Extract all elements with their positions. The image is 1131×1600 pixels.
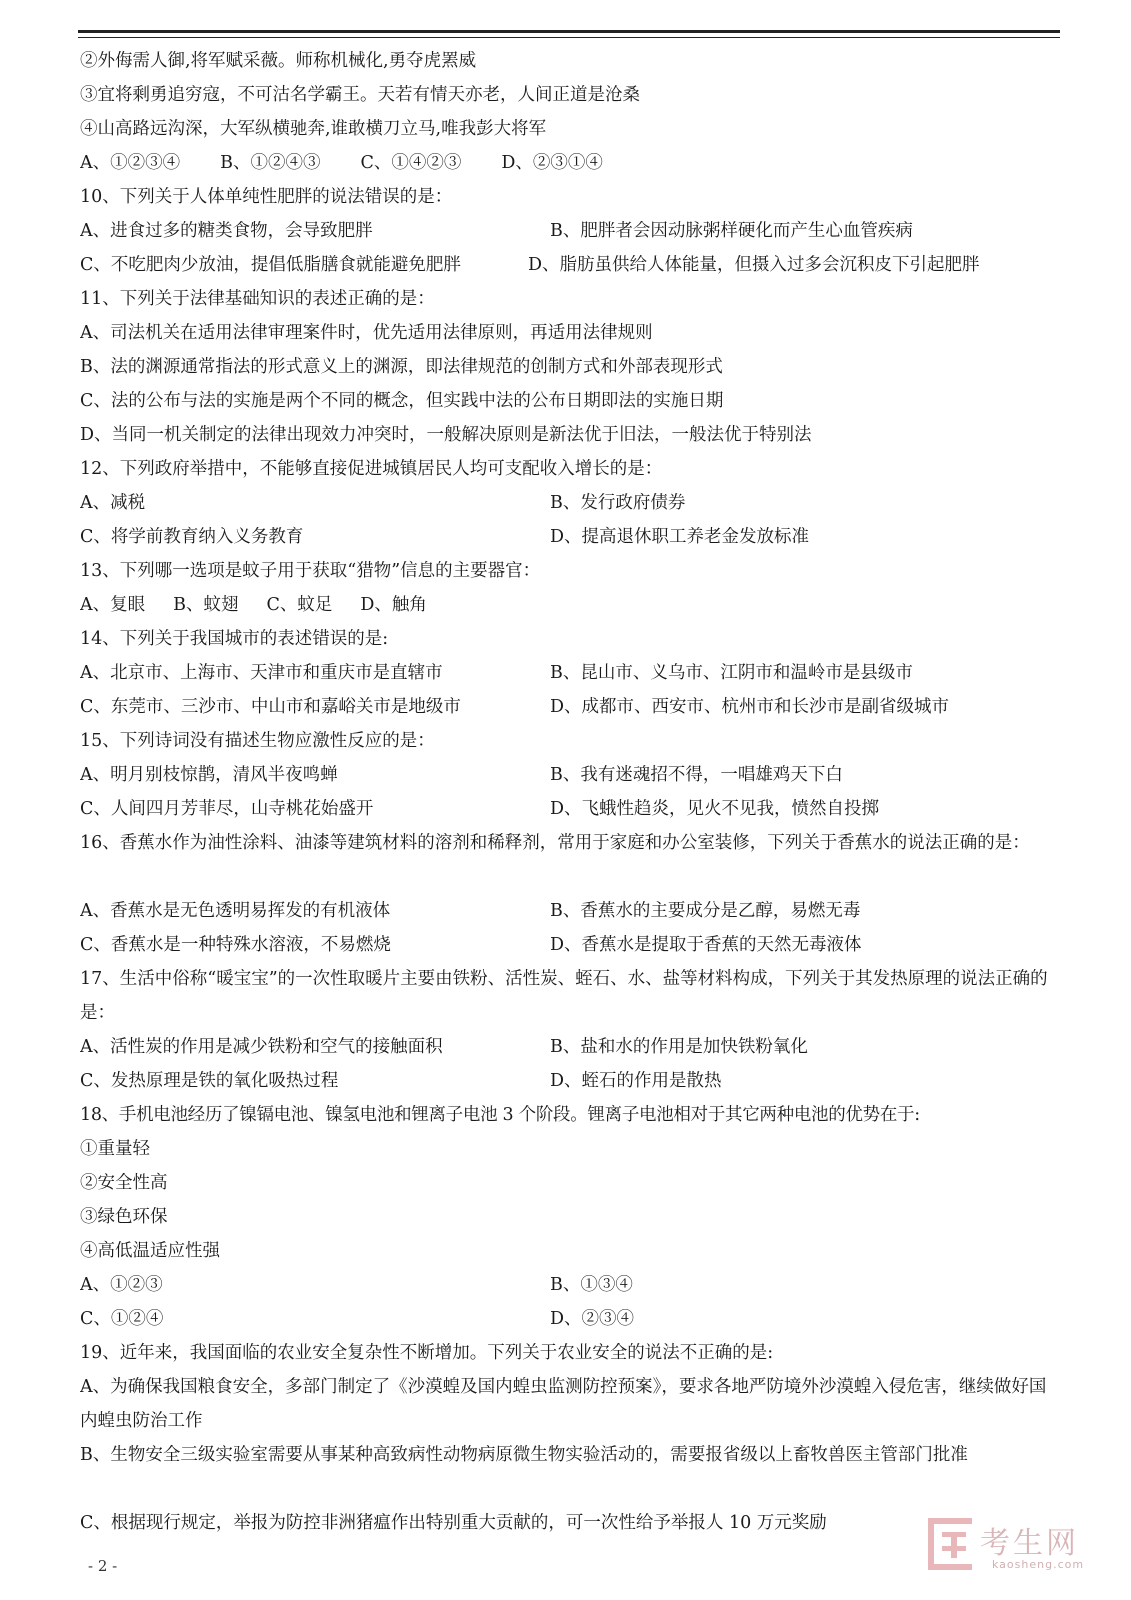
q10-option-a[interactable]: A、进食过多的糖类食物，会导致肥胖 xyxy=(80,221,373,241)
q15-option-c[interactable]: C、人间四月芳菲尽，山寺桃花始盛开 xyxy=(80,799,374,819)
q14-stem: 14、下列关于我国城市的表述错误的是: xyxy=(80,629,389,649)
q19-stem: 19、近年来，我国面临的农业安全复杂性不断增加。下列关于农业安全的说法不正确的是: xyxy=(80,1343,774,1363)
q17-option-c[interactable]: C、发热原理是铁的氧化吸热过程 xyxy=(80,1071,339,1091)
q17-option-b[interactable]: B、盐和水的作用是加快铁粉氧化 xyxy=(550,1037,808,1057)
q14-option-c[interactable]: C、东莞市、三沙市、中山市和嘉峪关市是地级市 xyxy=(80,697,461,717)
q16-option-a[interactable]: A、香蕉水是无色透明易挥发的有机液体 xyxy=(80,901,391,921)
q15-option-d[interactable]: D、飞蛾性趋炎，见火不见我，愤然自投掷 xyxy=(550,799,880,819)
q17-option-a[interactable]: A、活性炭的作用是减少铁粉和空气的接触面积 xyxy=(80,1037,443,1057)
q9-option-b[interactable]: B、①②④③ xyxy=(220,153,321,173)
q10-option-d[interactable]: D、脂肪虽供给人体能量，但摄入过多会沉积皮下引起肥胖 xyxy=(528,255,980,275)
q19-option-c[interactable]: C、根据现行规定，举报为防控非洲猪瘟作出特别重大贡献的，可一次性给予举报人 10 万元奖励 xyxy=(80,1513,827,1533)
q15-stem: 15、下列诗词没有描述生物应激性反应的是： xyxy=(80,731,435,751)
q10-option-c[interactable]: C、不吃肥肉少放油，提倡低脂膳食就能避免肥胖 xyxy=(80,255,461,275)
q16-option-c[interactable]: C、香蕉水是一种特殊水溶液，不易燃烧 xyxy=(80,935,391,955)
q18-option-b[interactable]: B、①③④ xyxy=(550,1275,633,1295)
q13-options xyxy=(80,588,1060,622)
q13-option-b[interactable]: B、蚊翅 xyxy=(173,595,239,615)
q10-option-b[interactable]: B、肥胖者会因动脉粥样硬化而产生心血管疾病 xyxy=(550,221,913,241)
q15-option-b[interactable]: B、我有迷魂招不得，一唱雄鸡天下白 xyxy=(550,765,843,785)
q13-stem: 13、下列哪一选项是蚊子用于获取“猎物”信息的主要器官： xyxy=(80,561,541,581)
q9-item-3: ③宜将剩勇追穷寇，不可沽名学霸王。天若有情天亦老，人间正道是沧桑 xyxy=(80,85,640,105)
q9-options xyxy=(80,146,1060,180)
q18-item-3: ③绿色环保 xyxy=(80,1207,168,1227)
q18-stem: 18、手机电池经历了镍镉电池、镍氢电池和锂离子电池 3 个阶段。锂离子电池相对于其它两种电池的优势在于: xyxy=(80,1105,920,1125)
q14-option-d[interactable]: D、成都市、西安市、杭州市和长沙市是副省级城市 xyxy=(550,697,950,717)
q13-option-a[interactable]: A、复眼 xyxy=(80,595,146,615)
q9-item-4: ④山高路远沟深，大军纵横驰奔,谁敢横刀立马,唯我彭大将军 xyxy=(80,119,547,139)
kaosheng-logo xyxy=(928,1518,1108,1578)
q16-option-b[interactable]: B、香蕉水的主要成分是乙醇，易燃无毒 xyxy=(550,901,861,921)
q15-options-row2 xyxy=(80,792,1060,826)
logo-text: 考生网 xyxy=(980,1526,1079,1561)
q11-option-a[interactable]: A、司法机关在适用法律审理案件时，优先适用法律原则，再适用法律规则 xyxy=(80,323,653,343)
exam-page-content xyxy=(80,44,1060,1540)
q13-option-d[interactable]: D、触角 xyxy=(360,595,427,615)
q9-item-2: ②外侮需人御,将军赋采薇。师称机械化,勇夺虎罴威 xyxy=(80,51,477,71)
q16-stem: 16、香蕉水作为油性涂料、油漆等建筑材料的溶剂和稀释剂，常用于家庭和办公室装修，下列关于香蕉水的说法正确的是： xyxy=(80,833,1030,853)
q12-stem: 12、下列政府举措中，不能够直接促进城镇居民人均可支配收入增长的是： xyxy=(80,459,663,479)
q17-option-d[interactable]: D、蛭石的作用是散热 xyxy=(550,1071,722,1091)
q18-option-a[interactable]: A、①②③ xyxy=(80,1275,163,1295)
q16-option-d[interactable]: D、香蕉水是提取于香蕉的天然无毒液体 xyxy=(550,935,862,955)
q12-options-row2 xyxy=(80,520,1060,554)
logo-mark-icon xyxy=(928,1518,972,1570)
q15-option-a[interactable]: A、明月别枝惊鹊，清风半夜鸣蝉 xyxy=(80,765,338,785)
q15-options-row1 xyxy=(80,758,1060,792)
q10-stem: 10、下列关于人体单纯性肥胖的说法错误的是： xyxy=(80,187,453,207)
q16-options-row1 xyxy=(80,894,1060,928)
q18-options-row2 xyxy=(80,1302,1060,1336)
q12-option-d[interactable]: D、提高退休职工养老金发放标准 xyxy=(550,527,810,547)
q10-options-row1 xyxy=(80,214,1060,248)
q14-options-row1 xyxy=(80,656,1060,690)
q17-options-row1 xyxy=(80,1030,1060,1064)
q10-options-row2 xyxy=(80,248,1060,282)
q11-option-d[interactable]: D、当同一机关制定的法律出现效力冲突时，一般解决原则是新法优于旧法，一般法优于特别法 xyxy=(80,425,812,445)
q12-options-row1 xyxy=(80,486,1060,520)
q18-option-c[interactable]: C、①②④ xyxy=(80,1309,164,1329)
q18-item-4: ④高低温适应性强 xyxy=(80,1241,220,1261)
q12-option-b[interactable]: B、发行政府债券 xyxy=(550,493,686,513)
q11-option-b[interactable]: B、法的渊源通常指法的形式意义上的渊源，即法律规范的创制方式和外部表现形式 xyxy=(80,357,723,377)
q18-options-row1 xyxy=(80,1268,1060,1302)
q9-option-d[interactable]: D、②③①④ xyxy=(501,153,603,173)
q11-option-c[interactable]: C、法的公布与法的实施是两个不同的概念，但实践中法的公布日期即法的实施日期 xyxy=(80,391,724,411)
q12-option-a[interactable]: A、减税 xyxy=(80,493,146,513)
header-rule-thin xyxy=(78,37,1060,38)
q18-option-d[interactable]: D、②③④ xyxy=(550,1309,635,1329)
q17-stem: 17、生活中俗称“暖宝宝”的一次性取暖片主要由铁粉、活性炭、蛭石、水、盐等材料构成，下列关于其发热原理的说法正确的是： xyxy=(80,969,1048,1023)
q18-item-2: ②安全性高 xyxy=(80,1173,168,1193)
q17-options-row2 xyxy=(80,1064,1060,1098)
q19-option-b[interactable]: B、生物安全三级实验室需要从事某种高致病性动物病原微生物实验活动的，需要报省级以上畜牧兽医主管部门批准 xyxy=(80,1445,968,1465)
header-rule-thick xyxy=(78,30,1060,33)
q14-option-b[interactable]: B、昆山市、义乌市、江阴市和温岭市是县级市 xyxy=(550,663,913,683)
q14-option-a[interactable]: A、北京市、上海市、天津市和重庆市是直辖市 xyxy=(80,663,443,683)
q13-option-c[interactable]: C、蚊足 xyxy=(266,595,333,615)
q19-option-a[interactable]: A、为确保我国粮食安全，多部门制定了《沙漠蝗及国内蝗虫监测防控预案》，要求各地严防境外沙漠蝗入侵危害，继续做好国内蝗虫防治工作 xyxy=(80,1377,1047,1431)
q9-option-a[interactable]: A、①②③④ xyxy=(80,153,181,173)
q14-options-row2 xyxy=(80,690,1060,724)
logo-subtext: kaosheng.com xyxy=(992,1558,1085,1571)
q16-options-row2 xyxy=(80,928,1060,962)
q18-item-1: ①重量轻 xyxy=(80,1139,150,1159)
q11-stem: 11、下列关于法律基础知识的表述正确的是： xyxy=(80,289,435,309)
q9-option-c[interactable]: C、①④②③ xyxy=(360,153,462,173)
page-number: - 2 - xyxy=(88,1557,118,1575)
q12-option-c[interactable]: C、将学前教育纳入义务教育 xyxy=(80,527,304,547)
